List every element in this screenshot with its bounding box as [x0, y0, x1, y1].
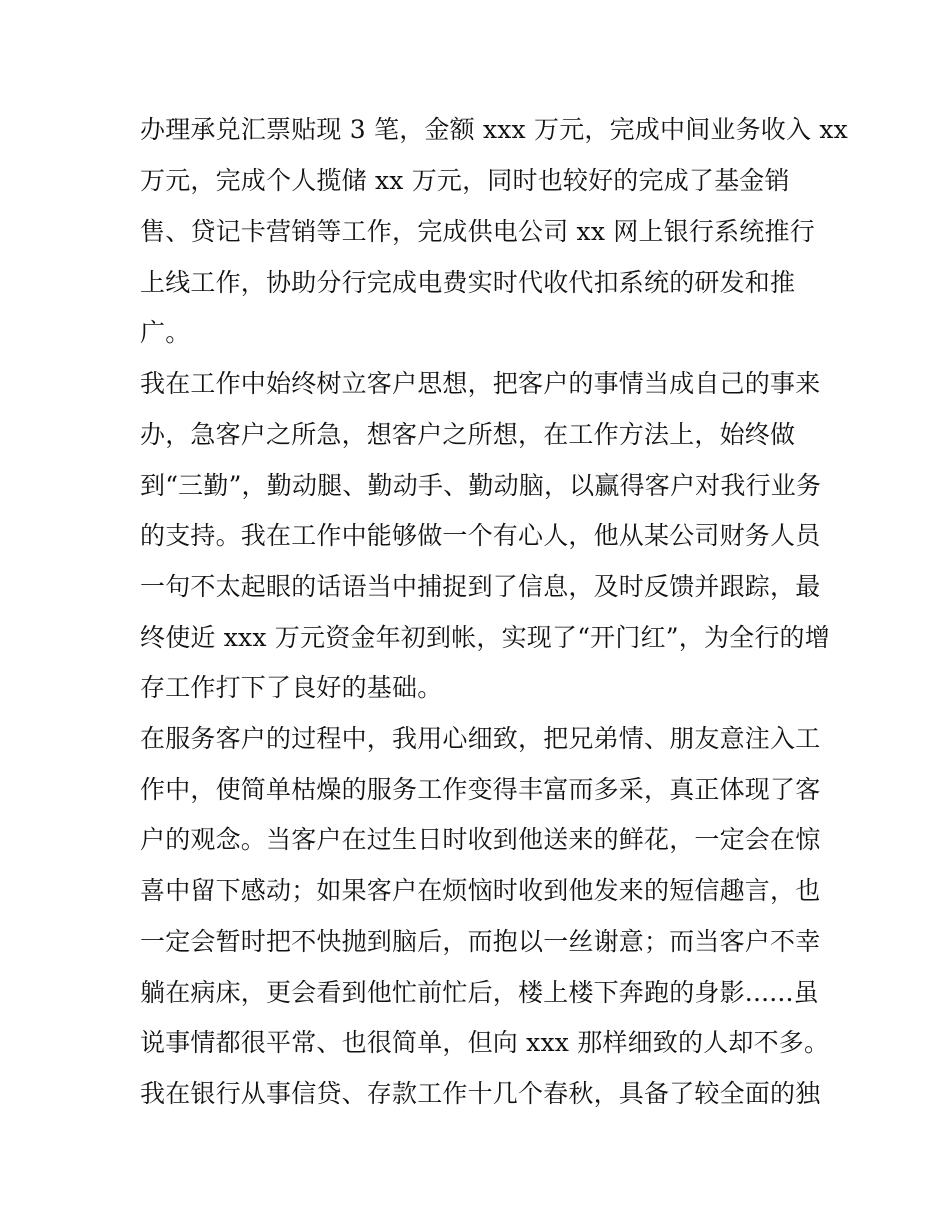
text-line: 上线工作，协助分行完成电费实时代收代扣系统的研发和推 [140, 268, 796, 297]
text-line: 我在工作中始终树立客户思想，把客户的事情当成自己的事来 [140, 369, 821, 398]
text-line: 万元，完成个人揽储 xx 万元，同时也较好的完成了基金销 [140, 166, 790, 195]
text-line: 办理承兑汇票贴现 3 笔，金额 xxx 万元，完成中间业务收入 xx [140, 115, 848, 144]
text-line: 说事情都很平常、也很简单，但向 xxx 那样细致的人却不多。 [140, 1028, 830, 1057]
text-line: 作中，使简单枯燥的服务工作变得丰富而多采，真正体现了客 [140, 775, 821, 804]
text-line: 售、贷记卡营销等工作，完成供电公司 xx 网上银行系统推行 [140, 217, 815, 246]
text-line: 我在银行从事信贷、存款工作十几个春秋，具备了较全面的独 [140, 1079, 821, 1108]
text-line: 一句不太起眼的话语当中捕捉到了信息，及时反馈并跟踪，最 [140, 572, 821, 601]
text-line: 喜中留下感动；如果客户在烦恼时收到他发来的短信趣言，也 [140, 876, 821, 905]
text-line: 终使近 xxx 万元资金年初到帐，实现了“开门红”，为全行的增 [140, 623, 830, 652]
text-line: 一定会暂时把不快抛到脑后，而抱以一丝谢意；而当客户不幸 [140, 927, 821, 956]
text-line: 户的观念。当客户在过生日时收到他送来的鲜花，一定会在惊 [140, 825, 821, 854]
text-line: 到“三勤”，勤动腿、勤动手、勤动脑，以赢得客户对我行业务 [140, 471, 822, 500]
text-line: 存工作打下了良好的基础。 [140, 673, 443, 702]
text-line: 躺在病床，更会看到他忙前忙后，楼上楼下奔跑的身影......虽 [140, 978, 819, 1007]
text-line: 在服务客户的过程中，我用心细致，把兄弟情、朋友意注入工 [140, 724, 821, 753]
text-line: 办，急客户之所急，想客户之所想，在工作方法上，始终做 [140, 420, 796, 449]
text-line: 的支持。我在工作中能够做一个有心人，他从某公司财务人员 [140, 521, 821, 550]
text-line: 广。 [140, 318, 191, 347]
